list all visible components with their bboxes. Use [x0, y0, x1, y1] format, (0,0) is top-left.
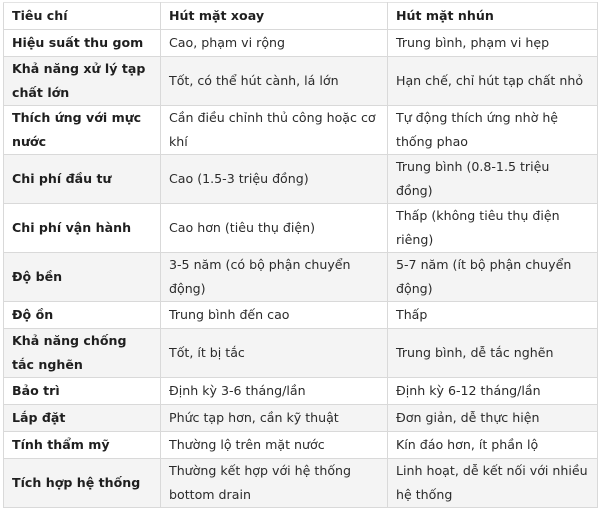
- header-criteria: Tiêu chí: [4, 3, 161, 30]
- criteria-cell: Khả năng chống tắc nghẽn: [4, 329, 161, 378]
- rotating-cell: Cao, phạm vi rộng: [161, 30, 388, 57]
- floating-cell: Trung bình, phạm vi hẹp: [388, 30, 598, 57]
- rotating-cell: Cao (1.5-3 triệu đồng): [161, 155, 388, 204]
- floating-cell: Trung bình, dễ tắc nghẽn: [388, 329, 598, 378]
- criteria-cell: Chi phí đầu tư: [4, 155, 161, 204]
- floating-cell: 5-7 năm (ít bộ phận chuyển động): [388, 253, 598, 302]
- criteria-cell: Tính thẩm mỹ: [4, 432, 161, 459]
- rotating-cell: Phức tạp hơn, cần kỹ thuật: [161, 405, 388, 432]
- rotating-cell: Tốt, có thể hút cành, lá lớn: [161, 57, 388, 106]
- header-rotating-skimmer: Hút mặt xoay: [161, 3, 388, 30]
- rotating-cell: 3-5 năm (có bộ phận chuyển động): [161, 253, 388, 302]
- rotating-cell: Định kỳ 3-6 tháng/lần: [161, 378, 388, 405]
- criteria-cell: Độ bền: [4, 253, 161, 302]
- floating-cell: Linh hoạt, dễ kết nối với nhiều hệ thống: [388, 459, 598, 508]
- rotating-cell: Trung bình đến cao: [161, 302, 388, 329]
- table-row: [4, 204, 598, 253]
- floating-cell: Định kỳ 6-12 tháng/lần: [388, 378, 598, 405]
- rotating-cell: Tốt, ít bị tắc: [161, 329, 388, 378]
- criteria-cell: Độ ồn: [4, 302, 161, 329]
- criteria-cell: Khả năng xử lý tạp chất lớn: [4, 57, 161, 106]
- criteria-cell: Lắp đặt: [4, 405, 161, 432]
- criteria-cell: Chi phí vận hành: [4, 204, 161, 253]
- table-row: [4, 57, 598, 106]
- table-row: [4, 106, 598, 155]
- table-row: [4, 378, 598, 405]
- criteria-cell: Thích ứng với mực nước: [4, 106, 161, 155]
- rotating-cell: Thường lộ trên mặt nước: [161, 432, 388, 459]
- header-floating-skimmer: Hút mặt nhún: [388, 3, 598, 30]
- table-row: [4, 432, 598, 459]
- criteria-cell: Tích hợp hệ thống: [4, 459, 161, 508]
- criteria-cell: Hiệu suất thu gom: [4, 30, 161, 57]
- rotating-cell: Thường kết hợp với hệ thống bottom drain: [161, 459, 388, 508]
- floating-cell: Hạn chế, chỉ hút tạp chất nhỏ: [388, 57, 598, 106]
- criteria-cell: Bảo trì: [4, 378, 161, 405]
- floating-cell: Thấp: [388, 302, 598, 329]
- rotating-cell: Cần điều chỉnh thủ công hoặc cơ khí: [161, 106, 388, 155]
- table-row: [4, 329, 598, 378]
- table-row: [4, 253, 598, 302]
- floating-cell: Thấp (không tiêu thụ điện riêng): [388, 204, 598, 253]
- table-row: [4, 302, 598, 329]
- table-row: [4, 30, 598, 57]
- comparison-table: [3, 2, 598, 508]
- floating-cell: Đơn giản, dễ thực hiện: [388, 405, 598, 432]
- table-row: [4, 459, 598, 508]
- header-row: [4, 3, 598, 30]
- floating-cell: Tự động thích ứng nhờ hệ thống phao: [388, 106, 598, 155]
- table-row: [4, 405, 598, 432]
- floating-cell: Kín đáo hơn, ít phần lộ: [388, 432, 598, 459]
- rotating-cell: Cao hơn (tiêu thụ điện): [161, 204, 388, 253]
- floating-cell: Trung bình (0.8-1.5 triệu đồng): [388, 155, 598, 204]
- table-row: [4, 155, 598, 204]
